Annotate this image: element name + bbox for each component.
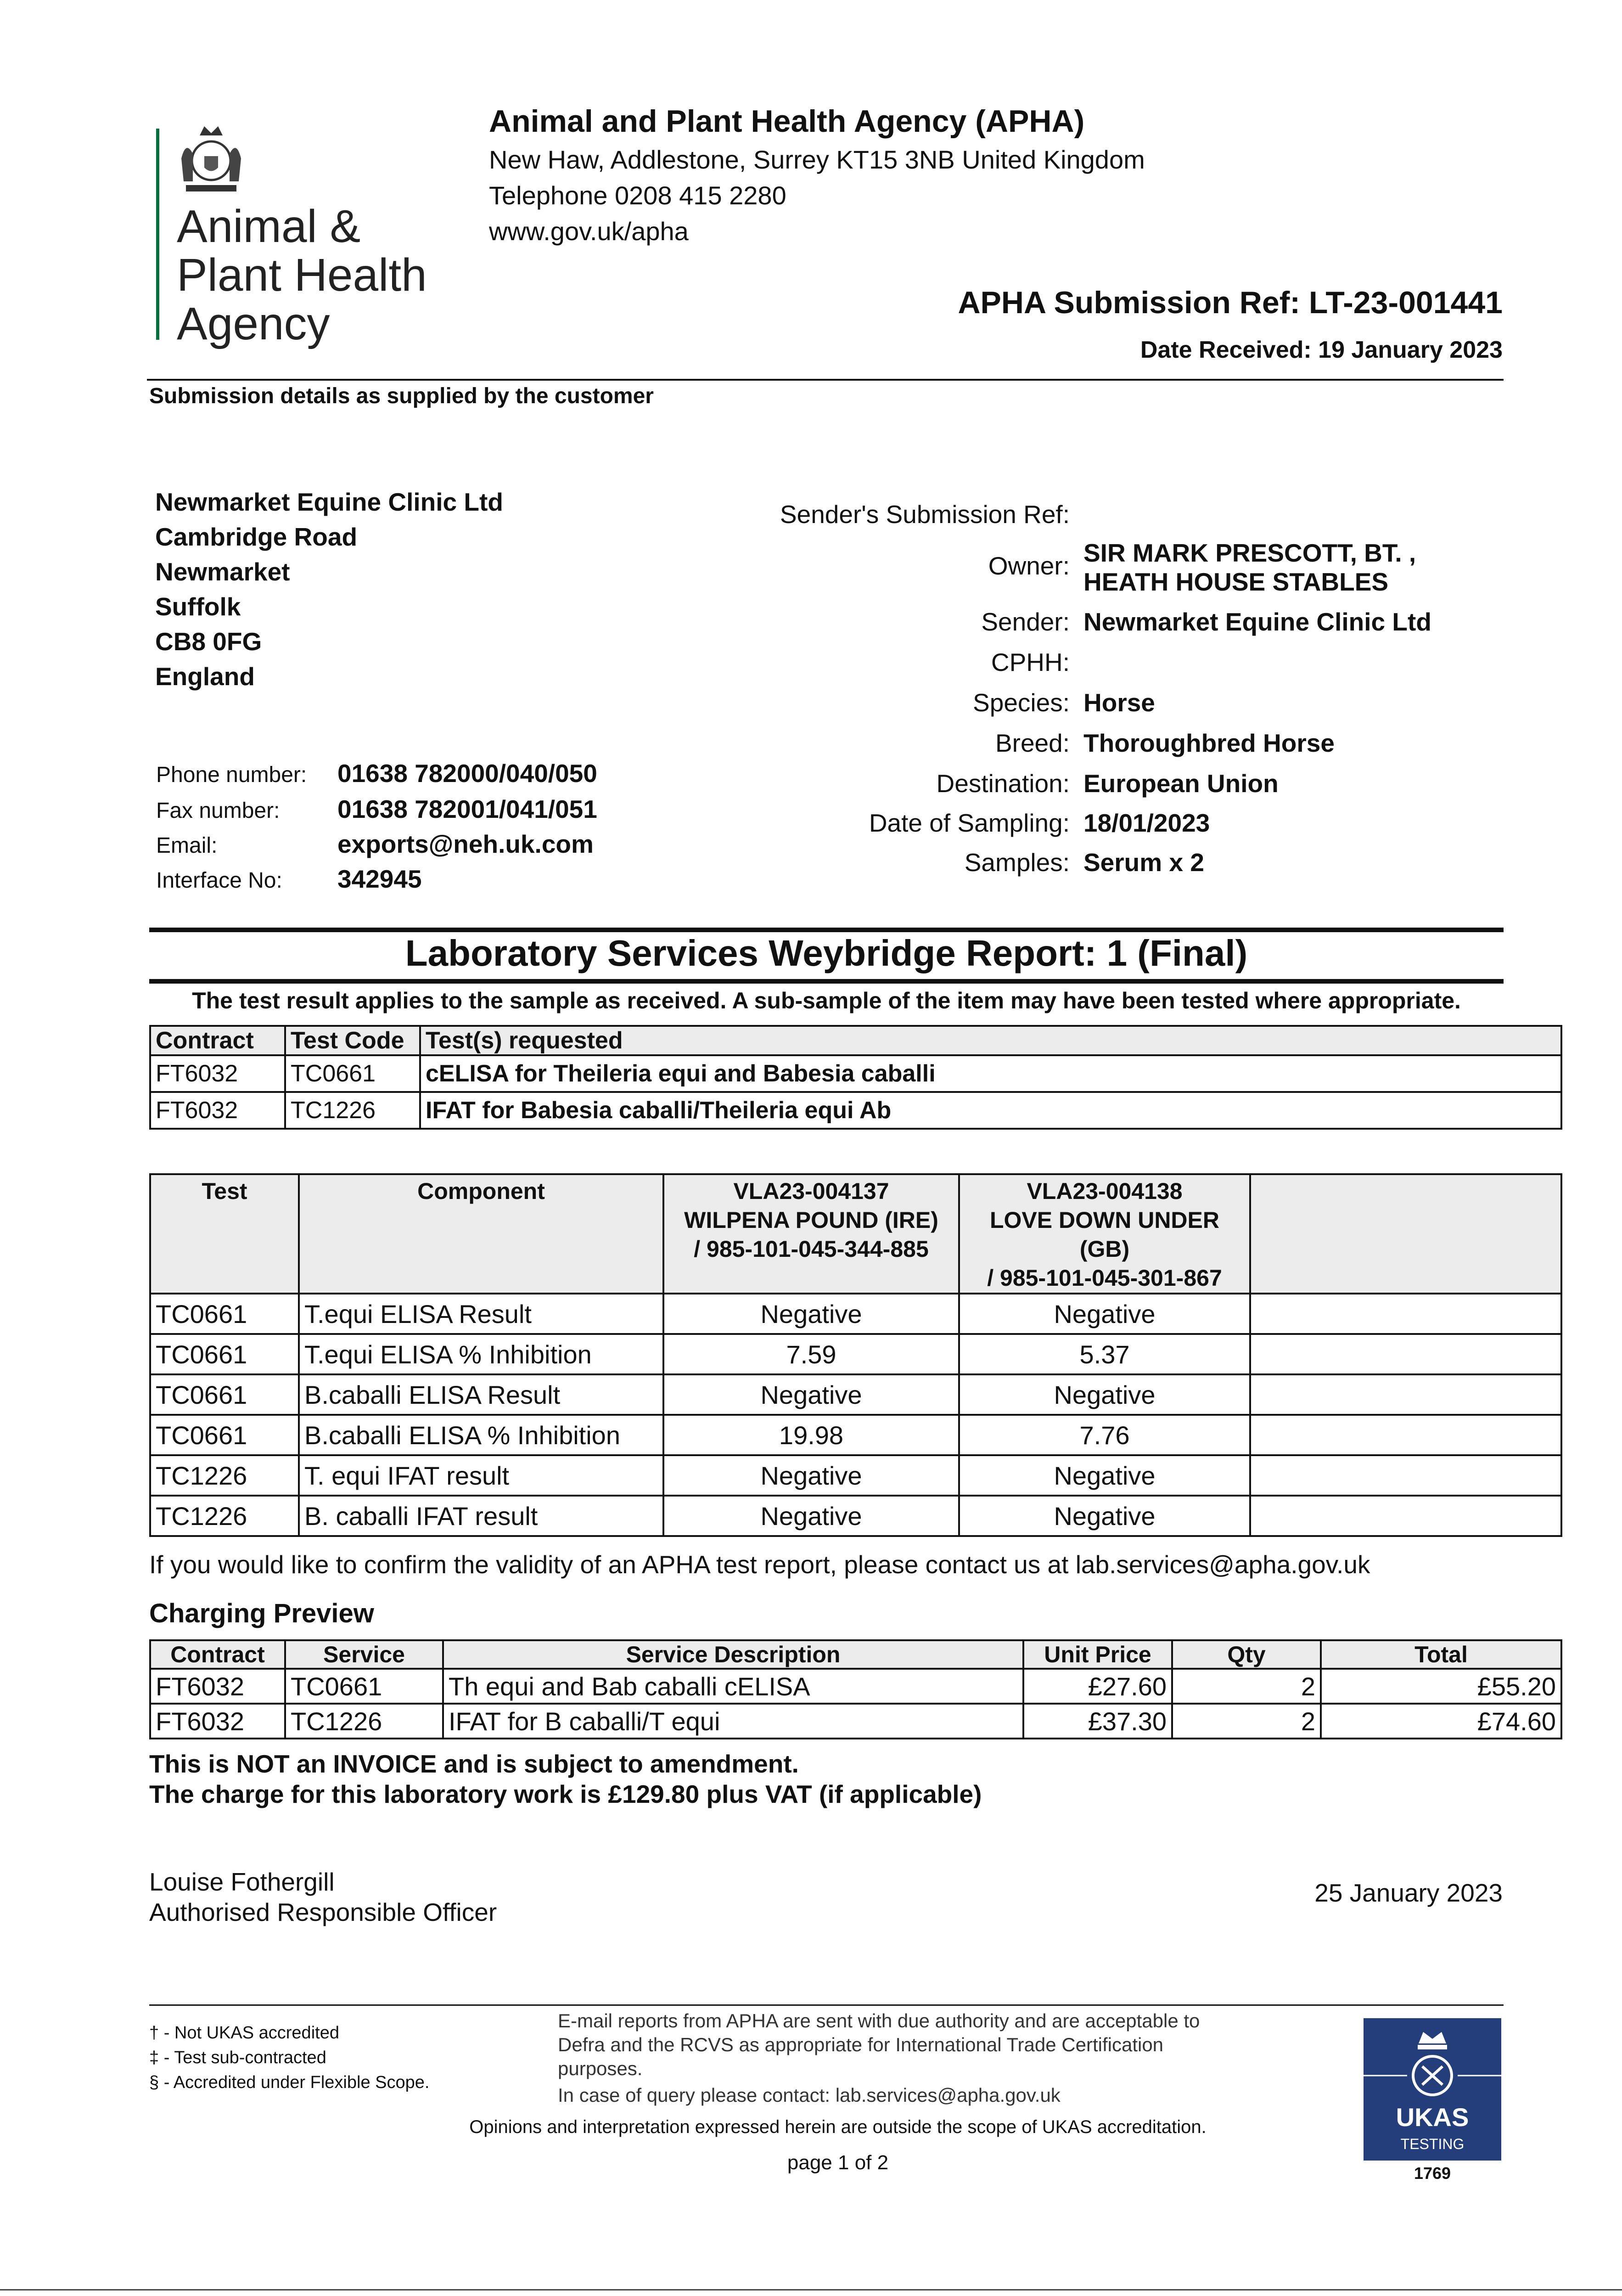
validity-note: If you would like to confirm the validity of an APHA test report, please contact us at lab.services@apha.gov.uk [149, 1550, 1370, 1579]
sampling-value: 18/01/2023 [1083, 809, 1210, 837]
column-header: Contract [150, 1640, 285, 1669]
legend-item: ‡ - Test sub-contracted [149, 2048, 326, 2067]
address-line: CB8 0FG [155, 627, 262, 656]
report-date: 25 January 2023 [1314, 1879, 1503, 1907]
results-table [149, 1173, 1562, 1537]
fax-value: 01638 782001/041/051 [337, 795, 597, 823]
ukas-logo [1364, 2018, 1501, 2161]
table-header-row [150, 1026, 1561, 1055]
address-line: Newmarket Equine Clinic Ltd [155, 488, 503, 516]
cell: TC0661 [150, 1334, 299, 1374]
cell: 7.59 [663, 1334, 959, 1374]
cell: 7.76 [959, 1415, 1250, 1455]
phone-label: Phone number: [156, 763, 307, 787]
cell: Negative [959, 1294, 1250, 1334]
accreditation-legend [149, 2020, 429, 2095]
ukas-sub: TESTING [1400, 2136, 1465, 2152]
opinions-note: Opinions and interpretation expressed herein are outside the scope of UKAS accreditation. [469, 2117, 1207, 2137]
cell: Negative [663, 1496, 959, 1536]
cell: B.caballi ELISA % Inhibition [299, 1415, 663, 1455]
fax-label: Fax number: [156, 799, 280, 823]
cell: T. equi IFAT result [299, 1455, 663, 1496]
cell: Negative [663, 1294, 959, 1334]
ukas-label: UKAS [1396, 2103, 1469, 2132]
sample-2-name: LOVE DOWN UNDER [990, 1207, 1219, 1233]
cell: TC0661 [150, 1294, 299, 1334]
cell: TC1226 [285, 1092, 420, 1129]
logo-line-1: Animal & [177, 201, 361, 252]
legend-item: § - Accredited under Flexible Scope. [149, 2073, 430, 2092]
report-title: Laboratory Services Weybridge Report: 1 (Final) [405, 933, 1248, 974]
species-label: Species: [973, 688, 1070, 717]
header-divider [147, 379, 1504, 381]
email-value[interactable]: exports@neh.uk.com [337, 830, 594, 858]
cell: B.caballi ELISA Result [299, 1374, 663, 1415]
address-line: Suffolk [155, 592, 241, 621]
address-line: Cambridge Road [155, 523, 358, 551]
table-row [150, 1334, 1561, 1374]
owner-label: Owner: [988, 551, 1070, 580]
owner-line-1: SIR MARK PRESCOTT, BT. , [1083, 539, 1416, 567]
cell: £37.30 [1023, 1704, 1172, 1739]
cell [1250, 1496, 1561, 1536]
logo-bar [156, 129, 159, 340]
cell: 19.98 [663, 1415, 959, 1455]
sender-label: Sender: [981, 608, 1070, 636]
column-header: Service [285, 1640, 443, 1669]
sample-1-ref: / 985-101-045-344-885 [694, 1236, 929, 1262]
column-header-test: Test [150, 1174, 299, 1294]
cell: TC0661 [285, 1669, 443, 1704]
cell: FT6032 [150, 1055, 285, 1092]
footer-divider [149, 2004, 1504, 2006]
cell: IFAT for Babesia caballi/Theileria equi Ab [420, 1092, 1561, 1129]
sample-2-id: VLA23-004138 [1027, 1178, 1183, 1204]
cell: Negative [959, 1496, 1250, 1536]
email-label: Email: [156, 833, 218, 858]
query-line: In case of query please contact: lab.services@apha.gov.uk [558, 2084, 1061, 2106]
column-header-empty [1250, 1174, 1561, 1294]
cell: £74.60 [1321, 1704, 1561, 1739]
sender-value: Newmarket Equine Clinic Ltd [1083, 608, 1431, 636]
page-bottom-rule [0, 2289, 1622, 2290]
submission-ref: APHA Submission Ref: LT-23-001441 [958, 285, 1503, 320]
charging-preview-title: Charging Preview [149, 1598, 374, 1628]
applies-note: The test result applies to the sample as received. A sub-sample of the item may have been tested where appropriate. [192, 988, 1461, 1013]
email-line: Defra and the RCVS as appropriate for International Trade Certification [558, 2034, 1164, 2055]
column-header: Service Description [443, 1640, 1023, 1669]
address-line: England [155, 662, 255, 691]
customer-address [155, 484, 503, 694]
sampling-label: Date of Sampling: [869, 809, 1070, 837]
table-header-row [150, 1174, 1561, 1294]
sample-1-name: WILPENA POUND (IRE) [684, 1207, 938, 1233]
not-invoice-line: This is NOT an INVOICE and is subject to amendment. [149, 1750, 799, 1778]
logo-line-2: Plant Health [177, 249, 427, 301]
cell [1250, 1294, 1561, 1334]
column-header: Test(s) requested [420, 1026, 1561, 1055]
agency-name: Animal and Plant Health Agency (APHA) [489, 104, 1085, 139]
destination-value: European Union [1083, 769, 1279, 798]
cell: Th equi and Bab caballi cELISA [443, 1669, 1023, 1704]
breed-label: Breed: [995, 729, 1070, 757]
species-value: Horse [1083, 688, 1155, 717]
email-line: purposes. [558, 2058, 643, 2079]
column-header: Contract [150, 1026, 285, 1055]
cell [1250, 1415, 1561, 1455]
tests-requested-table [149, 1025, 1562, 1130]
date-received: Date Received: 19 January 2023 [1140, 337, 1503, 363]
table-header-row [150, 1640, 1561, 1669]
officer-role: Authorised Responsible Officer [149, 1898, 497, 1926]
cell: 2 [1172, 1669, 1321, 1704]
table-row [150, 1704, 1561, 1739]
email-statement [558, 2009, 1292, 2107]
interface-value: 342945 [337, 865, 422, 893]
cell [1250, 1455, 1561, 1496]
table-row [150, 1496, 1561, 1536]
ukas-number: 1769 [1414, 2164, 1451, 2183]
agency-website[interactable]: www.gov.uk/apha [489, 217, 689, 246]
cell: T.equi ELISA % Inhibition [299, 1334, 663, 1374]
cell: FT6032 [150, 1092, 285, 1129]
phone-value: 01638 782000/040/050 [337, 759, 597, 788]
sample-1-id: VLA23-004137 [733, 1178, 889, 1204]
legend-item: † - Not UKAS accredited [149, 2023, 339, 2043]
email-line: E-mail reports from APHA are sent with due authority and are acceptable to [558, 2010, 1200, 2032]
samples-label: Samples: [964, 848, 1070, 877]
cell: Negative [959, 1455, 1250, 1496]
column-header-sample-2 [959, 1174, 1250, 1294]
cell: FT6032 [150, 1704, 285, 1739]
cphh-label: CPHH: [991, 648, 1070, 676]
cell: 5.37 [959, 1334, 1250, 1374]
cell: £27.60 [1023, 1669, 1172, 1704]
invoice-notice [149, 1749, 982, 1809]
cell: TC1226 [150, 1496, 299, 1536]
column-header-sample-1 [663, 1174, 959, 1294]
table-row [150, 1294, 1561, 1334]
cell: Negative [663, 1455, 959, 1496]
ukas-crown-icon [1364, 2018, 1501, 2161]
table-row [150, 1669, 1561, 1704]
column-header: Total [1321, 1640, 1561, 1669]
table-row [150, 1455, 1561, 1496]
cell [1250, 1334, 1561, 1374]
column-header: Qty [1172, 1640, 1321, 1669]
report-divider-top [149, 928, 1504, 932]
column-header: Unit Price [1023, 1640, 1172, 1669]
officer-name: Louise Fothergill [149, 1868, 335, 1896]
sender-ref-label: Sender's Submission Ref: [780, 500, 1070, 529]
cell: Negative [959, 1374, 1250, 1415]
cell: 2 [1172, 1704, 1321, 1739]
cell: IFAT for B caballi/T equi [443, 1704, 1023, 1739]
cell: TC0661 [150, 1374, 299, 1415]
cell: TC0661 [150, 1415, 299, 1455]
page-number: page 1 of 2 [787, 2151, 889, 2174]
address-line: Newmarket [155, 557, 290, 586]
charging-table [149, 1639, 1562, 1739]
cell: TC0661 [285, 1055, 420, 1092]
cell: FT6032 [150, 1669, 285, 1704]
owner-line-2: HEATH HOUSE STABLES [1083, 568, 1389, 596]
agency-telephone: Telephone 0208 415 2280 [489, 181, 786, 210]
samples-value: Serum x 2 [1083, 848, 1204, 877]
table-row [150, 1092, 1561, 1129]
cell: B. caballi IFAT result [299, 1496, 663, 1536]
table-row [150, 1374, 1561, 1415]
cell: Negative [663, 1374, 959, 1415]
logo-line-3: Agency [177, 298, 330, 349]
royal-crest-icon [172, 117, 250, 197]
cell: T.equi ELISA Result [299, 1294, 663, 1334]
agency-address: New Haw, Addlestone, Surrey KT15 3NB United Kingdom [489, 145, 1145, 174]
interface-label: Interface No: [156, 868, 282, 893]
charge-line: The charge for this laboratory work is £129.80 plus VAT (if applicable) [149, 1780, 982, 1808]
column-header: Test Code [285, 1026, 420, 1055]
submission-details-heading: Submission details as supplied by the customer [149, 384, 654, 408]
cell: TC1226 [150, 1455, 299, 1496]
cell: cELISA for Theileria equi and Babesia caballi [420, 1055, 1561, 1092]
sample-2-name-2: (GB) [1079, 1236, 1130, 1262]
cell [1250, 1374, 1561, 1415]
sample-2-ref: / 985-101-045-301-867 [987, 1265, 1222, 1291]
logo-text [177, 202, 427, 348]
column-header-component: Component [299, 1174, 663, 1294]
report-divider-bottom [149, 979, 1504, 984]
table-row [150, 1415, 1561, 1455]
breed-value: Thoroughbred Horse [1083, 729, 1335, 757]
signoff [149, 1867, 497, 1927]
cell: £55.20 [1321, 1669, 1561, 1704]
destination-label: Destination: [936, 769, 1070, 798]
table-row [150, 1055, 1561, 1092]
cell: TC1226 [285, 1704, 443, 1739]
